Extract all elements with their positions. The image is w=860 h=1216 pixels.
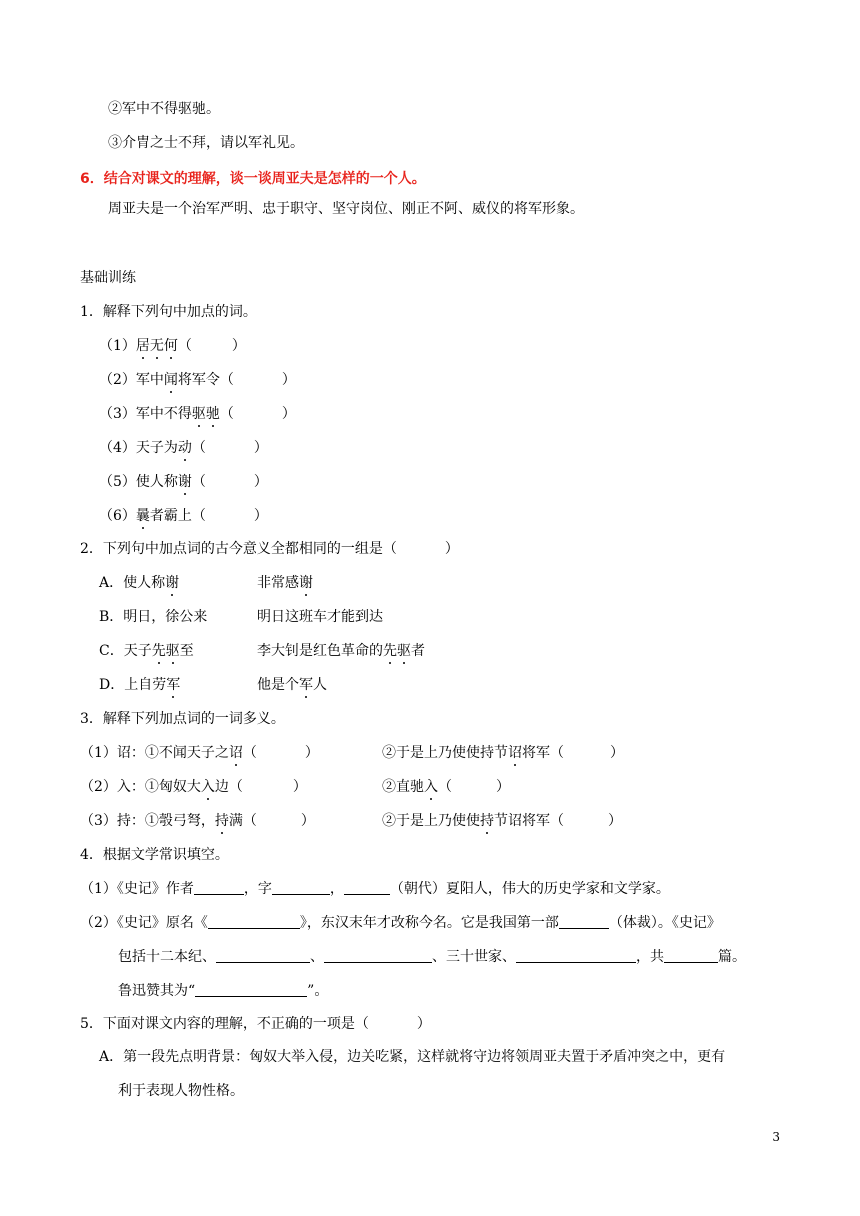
- item-text: ②直驰: [382, 779, 424, 795]
- q4-l3-text-c: 、三十世家、: [432, 949, 516, 965]
- question-2-option: [99, 675, 327, 695]
- option-phrase-b: [257, 641, 425, 661]
- blank[interactable]: [216, 948, 310, 963]
- emphasis-dot-char: 先: [383, 643, 397, 659]
- question-4-stem: 4．根据文学常识填空。: [80, 847, 229, 863]
- question-4-line-2: [80, 913, 721, 933]
- question-6: 6．结合对课文的理解，谈一谈周亚夫是怎样的一个人。: [80, 171, 426, 187]
- item-text: ①匈奴大: [144, 779, 201, 795]
- answer-item-2: ②军中不得驱驰。: [108, 101, 220, 117]
- phrase-text: 李大钊是红色革命的: [257, 643, 383, 659]
- option-phrase-b: [257, 675, 327, 695]
- q4-l3-text-e: 篇。: [718, 949, 746, 965]
- question-3-item: [80, 743, 624, 763]
- question-5-stem-text: 5．下面对课文内容的理解，不正确的一项是（: [80, 1016, 369, 1032]
- option-label: C．: [99, 643, 124, 659]
- item-number: （3）持：: [80, 813, 145, 829]
- phrase-text: 天子: [123, 643, 152, 659]
- q4-l4-text-a: 鲁迅赞其为“: [118, 983, 196, 999]
- q4-l2-text-a: （2）《史记》原名《: [80, 915, 208, 931]
- q4-l4-text-b: ”。: [307, 983, 329, 999]
- question-1-item: [99, 472, 268, 492]
- question-1-stem: 1．解释下列句中加点的词。: [80, 304, 257, 320]
- question-1-item: [99, 438, 268, 458]
- emphasis-dot-char: 军: [299, 677, 313, 693]
- emphasis-dot-char: 入: [424, 779, 438, 795]
- question-2-stem-text: 2．下列句中加点词的古今意义全都相同的一组是（: [80, 541, 397, 557]
- phrase-text: 上自劳: [124, 677, 167, 693]
- phrase-text: 使人称: [123, 575, 166, 591]
- item-number: （5）: [99, 474, 136, 490]
- item-text: 者霸上（: [149, 508, 206, 524]
- blank[interactable]: [344, 880, 390, 895]
- emphasis-dot-char: 驰: [205, 406, 220, 422]
- item-text: （: [438, 779, 452, 795]
- item-close: ）: [281, 372, 296, 388]
- item-close: ）: [253, 474, 268, 490]
- emphasis-dot-char: 无: [149, 338, 164, 354]
- item-text: 军中不得: [135, 406, 192, 422]
- emphasis-dot-char: 动: [177, 440, 192, 456]
- item-text: （: [191, 474, 206, 490]
- item-text: 天子为: [135, 440, 178, 456]
- emphasis-dot-char: 军: [166, 677, 181, 693]
- blank[interactable]: [559, 914, 609, 929]
- q4-l3-text-b: 、: [310, 949, 324, 965]
- phrase-text: 者: [411, 643, 425, 659]
- item-text: 满（: [228, 813, 257, 829]
- blank[interactable]: [272, 880, 330, 895]
- blank[interactable]: [516, 948, 636, 963]
- item-text: 军中: [135, 372, 164, 388]
- option-phrase-a: [124, 643, 194, 659]
- question-5-stem: [80, 1014, 431, 1034]
- question-1-item: [99, 370, 296, 390]
- emphasis-dot-char: 先: [151, 643, 166, 659]
- question-1-item: [99, 404, 296, 424]
- item-text: 边（: [214, 779, 243, 795]
- item-text: ②于是上乃使使持节: [382, 745, 508, 761]
- item-text: （: [219, 406, 234, 422]
- question-3-item-second: [382, 777, 510, 797]
- emphasis-dot-char: 驱: [165, 643, 180, 659]
- option-phrase-b: [257, 607, 383, 627]
- item-close: ）: [281, 406, 296, 422]
- item-close: ）: [608, 813, 622, 829]
- question-4-line-4: [118, 981, 328, 1001]
- emphasis-dot-char: 谢: [177, 474, 192, 490]
- item-number: （2）入：: [80, 779, 145, 795]
- emphasis-dot-char: 谢: [299, 575, 313, 591]
- item-text: 节诏将军（: [494, 813, 564, 829]
- item-close: ）: [610, 745, 624, 761]
- question-3-item-second: [382, 811, 622, 831]
- q4-l2-text-c: （体裁）。《史记》: [608, 915, 721, 931]
- item-close: ）: [496, 779, 510, 795]
- q4-l2-text-b: 》，东汉末年才改称今名。它是我国第一部: [299, 915, 559, 931]
- question-4-line-3: [118, 947, 746, 967]
- question-3-item: [80, 777, 510, 797]
- item-text: ①彀弓弩，: [144, 813, 215, 829]
- phrase-text: 明日，徐公来: [123, 609, 208, 625]
- option-phrase-b: [257, 573, 313, 593]
- q4-l1-text-b: ，字: [243, 881, 272, 897]
- question-2-stem-close: ）: [444, 541, 459, 557]
- item-text: （: [177, 338, 192, 354]
- item-close: ）: [231, 338, 246, 354]
- question-2-stem: [80, 539, 459, 559]
- item-text: 将军令（: [177, 372, 234, 388]
- item-number: （1）: [99, 338, 136, 354]
- question-5-option-a-line-1: A．第一段先点明背景：匈奴大举入侵，边关吃紧，这样就将守边将领周亚夫置于矛盾冲突之中，更有: [99, 1049, 726, 1065]
- item-number: （3）: [99, 406, 136, 422]
- question-3-item: [80, 811, 622, 831]
- question-3-stem: 3．解释下列加点词的一词多义。: [80, 711, 285, 727]
- item-close: ）: [253, 508, 268, 524]
- blank[interactable]: [324, 948, 432, 963]
- phrase-text: 人: [313, 677, 327, 693]
- item-close: ）: [292, 779, 307, 795]
- item-text: ②于是上乃使使: [382, 813, 480, 829]
- question-3-item-second: [382, 743, 624, 763]
- emphasis-dot-char: 持: [214, 813, 229, 829]
- phrase-text: 至: [179, 643, 194, 659]
- blank[interactable]: [208, 914, 300, 929]
- q4-l1-text-c: ，: [329, 881, 344, 897]
- question-2-option: [99, 573, 313, 593]
- question-1-item: [99, 336, 246, 356]
- option-label: A．: [99, 575, 124, 591]
- question-5-option-a-line-2: 利于表现人物性格。: [118, 1083, 244, 1099]
- emphasis-dot-char: 曩: [135, 508, 150, 524]
- section-title: 基础训练: [80, 270, 136, 286]
- option-label: D．: [99, 677, 125, 693]
- item-number: （2）: [99, 372, 136, 388]
- q4-l3-text-a: 包括十二本纪、: [118, 949, 216, 965]
- emphasis-dot-char: 持: [480, 813, 494, 829]
- emphasis-dot-char: 闻: [163, 372, 178, 388]
- emphasis-dot-char: 诏: [228, 745, 243, 761]
- option-phrase-a: [124, 677, 180, 693]
- emphasis-dot-char: 何: [163, 338, 178, 354]
- emphasis-dot-char: 驱: [191, 406, 206, 422]
- item-close: ）: [253, 440, 268, 456]
- question-5-stem-close: ）: [416, 1016, 431, 1032]
- question-2-option: [99, 641, 425, 661]
- blank[interactable]: [194, 880, 244, 895]
- question-1-item: [99, 506, 268, 526]
- q4-l3-text-d: ，共: [636, 949, 664, 965]
- emphasis-dot-char: 入: [200, 779, 215, 795]
- option-phrase-a: [123, 575, 179, 591]
- question-4-line-1: [80, 879, 670, 899]
- question-2-option: [99, 607, 383, 627]
- option-label: B．: [99, 609, 124, 625]
- blank[interactable]: [195, 982, 307, 997]
- item-number: （6）: [99, 508, 136, 524]
- item-number: （1）诏：: [80, 745, 145, 761]
- emphasis-dot-char: 谢: [165, 575, 180, 591]
- emphasis-dot-char: 居: [135, 338, 150, 354]
- blank[interactable]: [664, 948, 718, 963]
- item-text: （: [242, 745, 257, 761]
- option-phrase-a: [123, 609, 207, 625]
- phrase-text: 他是个: [257, 677, 299, 693]
- emphasis-dot-char: 驱: [397, 643, 411, 659]
- emphasis-dot-char: 诏: [508, 745, 522, 761]
- item-close: ）: [304, 745, 319, 761]
- item-close: ）: [300, 813, 315, 829]
- question-6-answer: 周亚夫是一个治军严明、忠于职守、坚守岗位、刚正不阿、威仪的将军形象。: [108, 201, 584, 217]
- item-text: ①不闻天子之: [144, 745, 229, 761]
- item-text: （: [191, 440, 206, 456]
- page-number: 3: [772, 1130, 780, 1144]
- item-text: 使人称: [135, 474, 178, 490]
- item-number: （4）: [99, 440, 136, 456]
- phrase-text: 非常感: [257, 575, 299, 591]
- q4-l1-text-a: （1）《史记》作者: [80, 881, 194, 897]
- q4-l1-text-d: （朝代）夏阳人，伟大的历史学家和文学家。: [389, 881, 670, 897]
- phrase-text: 明日这班车才能到达: [257, 609, 383, 625]
- answer-item-3: ③介胄之士不拜，请以军礼见。: [108, 135, 304, 151]
- item-text: 将军（: [522, 745, 564, 761]
